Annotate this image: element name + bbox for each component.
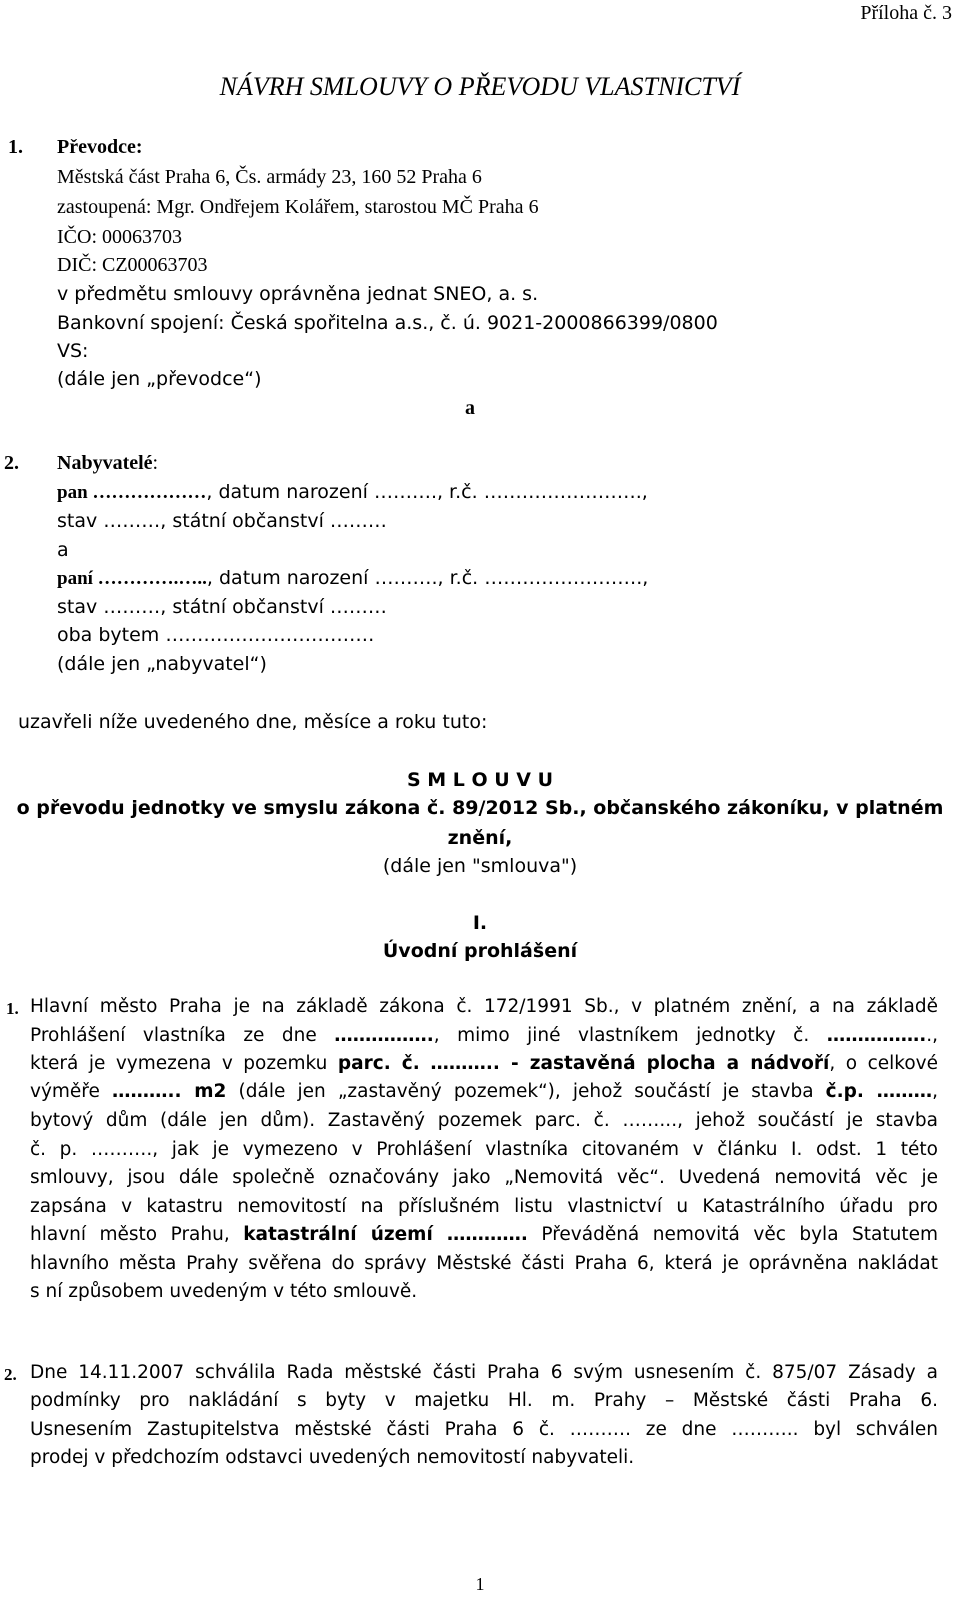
section-heading: Úvodní prohlášení [382,940,578,962]
para1-line: č. p. ………., jak je vymezeno v Prohlášení vlastníka citovaném v článku I. odst. 1 této [30,1139,938,1160]
page-number: 1 [475,1574,485,1594]
party1-line: Bankovní spojení: Česká spořitelna a.s., č. ú. 9021-2000866399/0800 [57,312,718,334]
party1-line: zastoupená: Mgr. Ondřejem Kolářem, starostou MČ Praha 6 [57,196,539,218]
para1-line: která je vymezena v pozemku parc. č. ……….. - zastavěná plocha a nádvoří, o celkové [30,1053,938,1074]
para1-line: hlavního města Prahy svěřena do správy Městské části Praha 6, která je oprávněna nakládat [30,1253,938,1274]
party1-line: Městská část Praha 6, Čs. armády 23, 160 52 Praha 6 [57,166,482,188]
para1-line: výměře ……….. m2 (dále jen „zastavěný pozemek“), jehož součástí je stavba č.p. ………, [30,1081,938,1102]
party2-number: 2. [4,452,19,474]
section-roman: I. [472,912,488,934]
party1-number: 1. [8,136,23,158]
intro-text: uzavřeli níže uvedeného dne, měsíce a roku tuto: [18,711,488,733]
party2-stav-line: stav ………, státní občanství ……… [57,596,387,618]
party1-line: (dále jen „převodce“) [57,368,262,390]
party2-dale-line: (dále jen „nabyvatel“) [57,653,267,675]
party2-stav-line: stav ………, státní občanství ……… [57,510,387,532]
contract-title: S M L O U V U [406,769,554,791]
para1-line: smlouvy, jsou dále společně označovány jako „Nemovitá věc“. Uvedená nemovitá věc je [30,1167,938,1188]
party1-line: IČO: 00063703 [57,226,182,248]
party1-line: VS: [57,340,89,362]
para1-line: bytový dům (dále jen dům). Zastavěný pozemek parc. č. ……..., jehož součástí je stavba [30,1110,938,1131]
para2-number: 2. [4,1365,17,1384]
party1-line: DIČ: CZ00063703 [57,254,208,276]
attachment-label: Příloha č. 3 [860,2,952,24]
para2-line: prodej v předchozím odstavci uvedených nemovitostí nabyvateli. [30,1447,635,1468]
party1-line: v předmětu smlouvy oprávněna jednat SNEO, a. s. [57,283,539,305]
document-title: NÁVRH SMLOUVY O PŘEVODU VLASTNICTVÍ [219,72,741,101]
party2-and: a [57,539,69,561]
para1-line: Hlavní město Praha je na základě zákona č. 172/1991 Sb., v platném znění, a na základě [30,996,938,1017]
para2-line: Usnesením Zastupitelstva městské části Praha 6 č. ………. ze dne ……….. byl schválen [30,1419,938,1440]
party2-bytem-line: oba bytem …………………………… [57,624,375,646]
conjunction-a: a [465,397,475,419]
para2-line: podmínky pro nakládání s byty v majetku Hl. m. Prahy – Městské části Praha 6. [30,1390,938,1411]
para1-line: hlavní město Prahu, katastrální území …………. Převáděná nemovitá věc byla Statutem [30,1224,938,1245]
party2-pani-line: paní ………….….., datum narození ………., r.č. ……………………., [57,567,649,589]
contract-dale: (dále jen "smlouva") [382,855,578,877]
para1-number: 1. [6,999,19,1018]
para2-line: Dne 14.11.2007 schválila Rada městské části Praha 6 svým usnesením č. 875/07 Zásady a [30,1362,938,1383]
para1-line: Prohlášení vlastníka ze dne ……………., mimo jiné vlastníkem jednotky č. …………….., [30,1025,938,1046]
party2-heading: Nabyvatelé: [57,452,159,474]
party2-pan-line: pan ………………, datum narození ………., r.č. ……………………., [57,481,648,503]
para1-line: s ní způsobem uvedeným v této smlouvě. [30,1281,418,1302]
party1-heading: Převodce: [57,136,143,158]
contract-subtitle: o převodu jednotky ve smyslu zákona č. 89/2012 Sb., občanského zákoníku, v platném [16,797,944,819]
contract-subtitle: znění, [447,827,513,849]
para1-line: zapsána v katastru nemovitostí na příslušném listu vlastnictví u Katastrálního úřadu pro [30,1196,938,1217]
